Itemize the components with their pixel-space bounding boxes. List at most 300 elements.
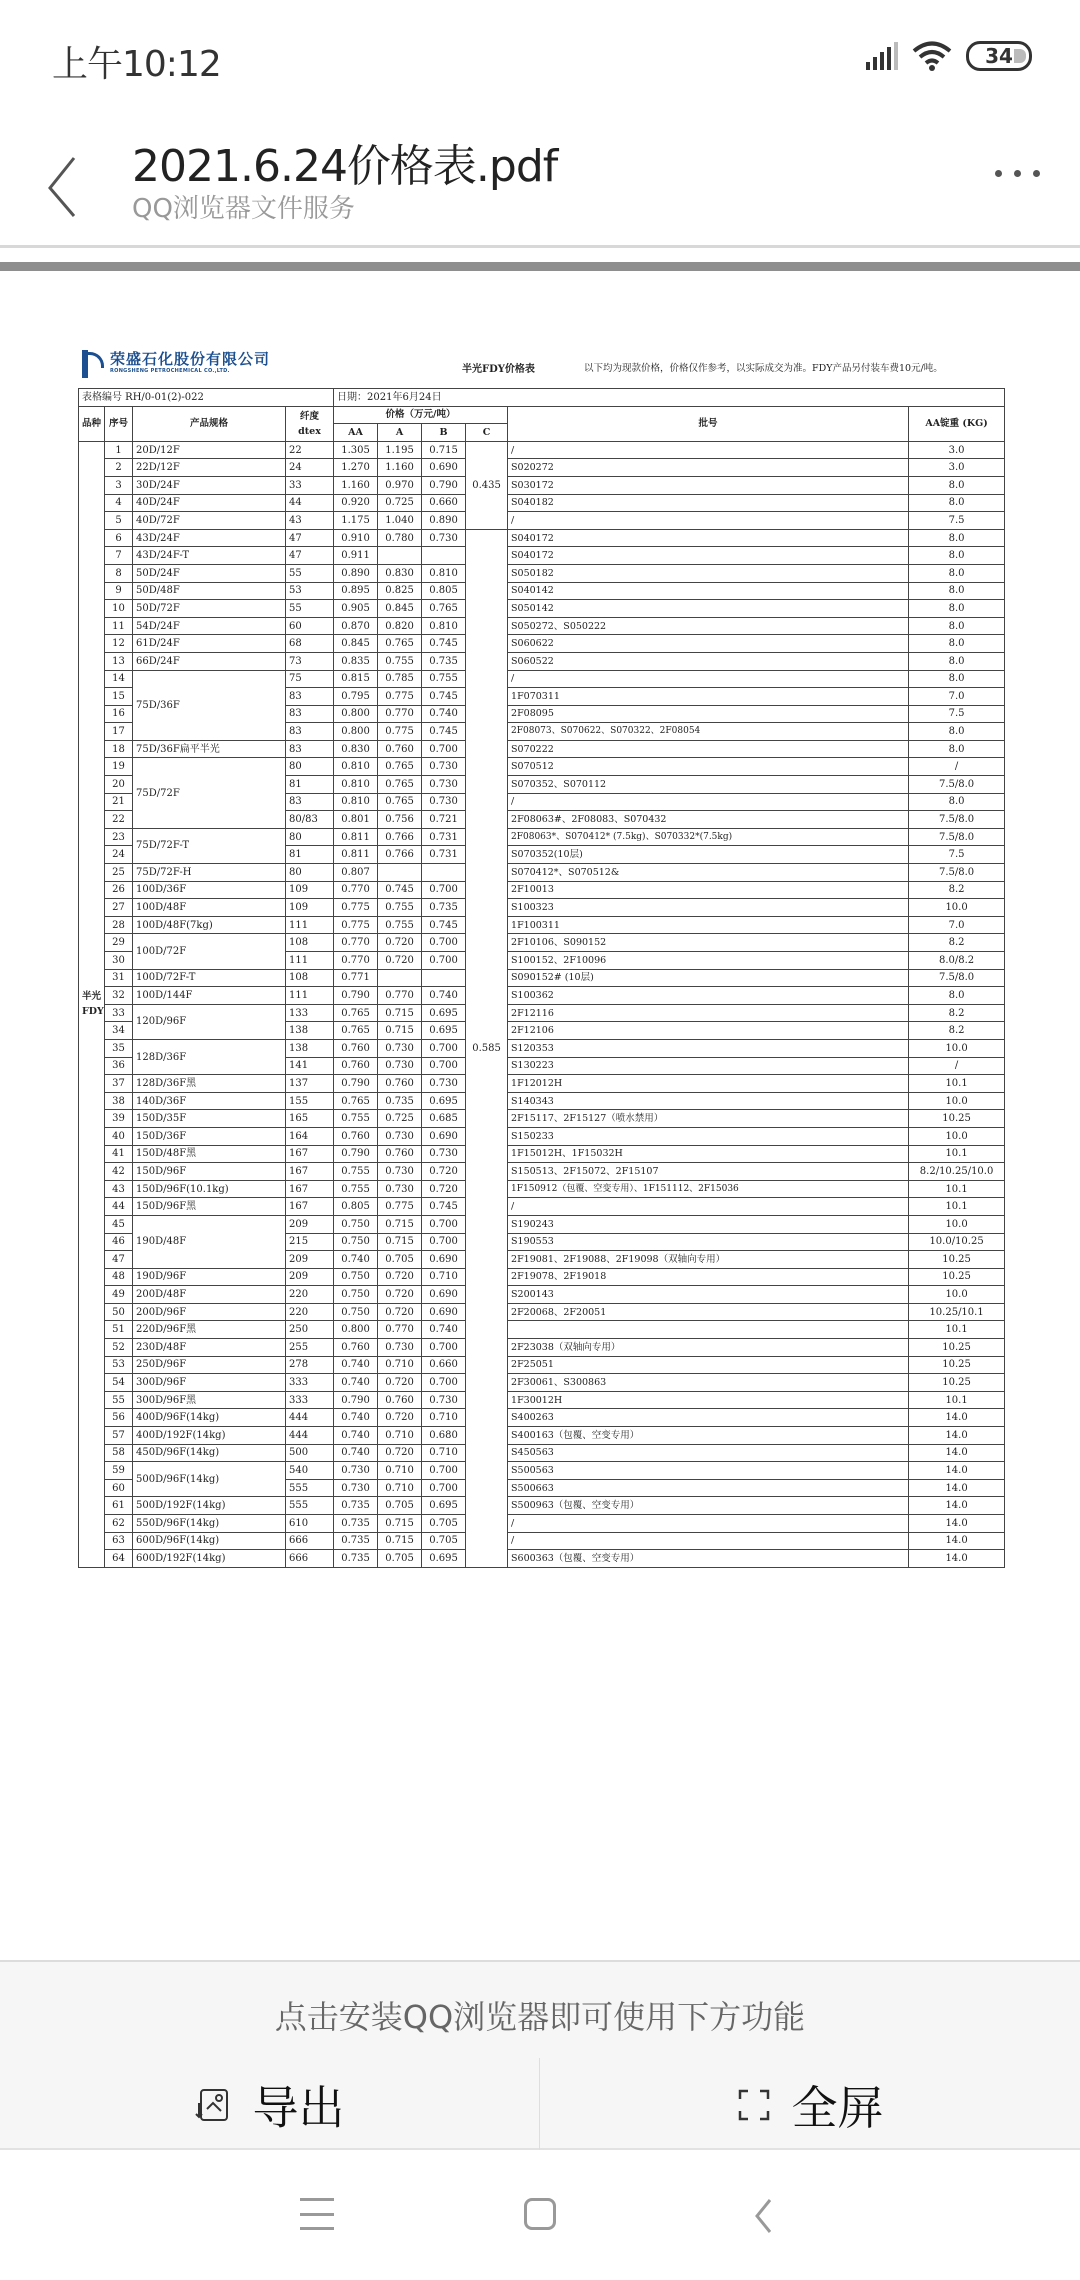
batch-cell: S200143 <box>508 1286 909 1304</box>
aa-weight-cell: 7.5/8.0 <box>909 811 1005 829</box>
header-aa-weight: AA锭重 (KG) <box>909 406 1005 441</box>
price-aa-cell: 1.175 <box>334 512 378 530</box>
spec-cell: 50D/24F <box>133 564 286 582</box>
price-a-cell: 0.780 <box>378 529 422 547</box>
price-aa-cell: 0.735 <box>334 1550 378 1568</box>
price-b-cell <box>422 864 466 882</box>
table-row <box>79 1092 1005 1110</box>
price-aa-cell: 0.771 <box>334 969 378 987</box>
seq-cell: 12 <box>105 635 133 653</box>
aa-weight-cell: 8.0 <box>909 564 1005 582</box>
spec-cell: 400D/96F(14kg) <box>133 1409 286 1427</box>
dtex-cell: 55 <box>286 564 334 582</box>
export-label: 导出 <box>252 2081 345 2135</box>
spec-cell: 50D/48F <box>133 582 286 600</box>
seq-cell: 23 <box>105 828 133 846</box>
dtex-cell: 111 <box>286 987 334 1005</box>
price-aa-cell: 0.811 <box>334 846 378 864</box>
dtex-cell: 209 <box>286 1251 334 1269</box>
price-a-cell: 0.756 <box>378 811 422 829</box>
price-a-cell: 0.735 <box>378 1092 422 1110</box>
price-a-cell: 0.766 <box>378 828 422 846</box>
price-b-cell: 0.695 <box>422 1004 466 1022</box>
batch-cell: S100362 <box>508 987 909 1005</box>
price-aa-cell: 0.765 <box>334 1092 378 1110</box>
price-a-cell: 0.730 <box>378 1163 422 1181</box>
price-b-cell: 0.700 <box>422 952 466 970</box>
price-a-cell: 0.825 <box>378 582 422 600</box>
dtex-cell: 555 <box>286 1479 334 1497</box>
table-row <box>79 441 1005 459</box>
table-row <box>79 1180 1005 1198</box>
aa-weight-cell: 8.0 <box>909 617 1005 635</box>
price-aa-cell: 0.735 <box>334 1497 378 1515</box>
aa-weight-cell: 8.0 <box>909 582 1005 600</box>
price-aa-cell: 1.160 <box>334 476 378 494</box>
header-batch: 批号 <box>508 406 909 441</box>
aa-weight-cell: 14.0 <box>909 1515 1005 1533</box>
aa-weight-cell: 7.5 <box>909 512 1005 530</box>
more-dot-icon <box>995 170 1002 177</box>
aa-weight-cell: 14.0 <box>909 1532 1005 1550</box>
dtex-cell: 83 <box>286 740 334 758</box>
price-aa-cell: 0.790 <box>334 1075 378 1093</box>
aa-weight-cell: 14.0 <box>909 1550 1005 1568</box>
seq-cell: 64 <box>105 1550 133 1568</box>
aa-weight-cell: 10.0 <box>909 1127 1005 1145</box>
spec-cell: 190D/96F <box>133 1268 286 1286</box>
price-b-cell: 0.700 <box>422 740 466 758</box>
dtex-cell: 500 <box>286 1444 334 1462</box>
aa-weight-cell: 14.0 <box>909 1409 1005 1427</box>
header-c: C <box>466 424 508 442</box>
price-a-cell: 0.715 <box>378 1515 422 1533</box>
header-variety: 品种 <box>79 406 105 441</box>
seq-cell: 35 <box>105 1039 133 1057</box>
batch-cell: 2F10013 <box>508 881 909 899</box>
seq-cell: 3 <box>105 476 133 494</box>
price-aa-cell: 0.815 <box>334 670 378 688</box>
more-options-button[interactable] <box>995 170 1040 177</box>
batch-cell: S070352、S070112 <box>508 776 909 794</box>
home-icon[interactable] <box>524 2198 556 2230</box>
spec-cell: 120D/96F <box>133 1004 286 1039</box>
price-a-cell: 0.770 <box>378 705 422 723</box>
aa-weight-cell: 3.0 <box>909 459 1005 477</box>
spec-cell: 61D/24F <box>133 635 286 653</box>
fullscreen-button[interactable] <box>541 2058 1080 2152</box>
header-divider <box>0 245 1080 248</box>
spec-cell: 500D/192F(14kg) <box>133 1497 286 1515</box>
seq-cell: 20 <box>105 776 133 794</box>
export-button[interactable] <box>0 2058 540 2152</box>
batch-cell: S050272、S050222 <box>508 617 909 635</box>
price-b-cell: 0.700 <box>422 1339 466 1357</box>
chevron-left-icon <box>44 152 84 222</box>
price-aa-cell: 1.305 <box>334 441 378 459</box>
price-b-cell: 0.700 <box>422 1462 466 1480</box>
price-a-cell: 0.730 <box>378 1039 422 1057</box>
dtex-cell: 167 <box>286 1145 334 1163</box>
dtex-cell: 555 <box>286 1497 334 1515</box>
price-a-cell: 0.720 <box>378 1409 422 1427</box>
table-row <box>79 459 1005 477</box>
progress-divider <box>0 262 1080 271</box>
price-b-cell: 0.695 <box>422 1022 466 1040</box>
price-b-cell: 0.710 <box>422 1409 466 1427</box>
status-icons <box>866 40 1032 72</box>
menu-icon[interactable] <box>300 2198 334 2230</box>
batch-cell: S150513、2F15072、2F15107 <box>508 1163 909 1181</box>
table-row <box>79 652 1005 670</box>
aa-weight-cell: 8.0 <box>909 987 1005 1005</box>
pdf-page[interactable] <box>78 340 1008 1600</box>
signal-icon <box>866 42 898 70</box>
aa-weight-cell: 10.25 <box>909 1339 1005 1357</box>
batch-cell: 2F08063#、2F08083、S070432 <box>508 811 909 829</box>
seq-cell: 53 <box>105 1356 133 1374</box>
price-a-cell: 0.715 <box>378 1004 422 1022</box>
table-row <box>79 934 1005 952</box>
aa-weight-cell: 10.1 <box>909 1198 1005 1216</box>
price-a-cell: 0.730 <box>378 1339 422 1357</box>
spec-cell: 300D/96F <box>133 1374 286 1392</box>
wifi-icon <box>912 40 952 72</box>
dtex-cell: 55 <box>286 600 334 618</box>
document-subtitle: QQ浏览器文件服务 <box>132 194 355 224</box>
price-a-cell: 0.775 <box>378 723 422 741</box>
seq-cell: 39 <box>105 1110 133 1128</box>
price-b-cell: 0.735 <box>422 899 466 917</box>
price-aa-cell: 0.760 <box>334 1339 378 1357</box>
spec-cell: 50D/72F <box>133 600 286 618</box>
price-aa-cell: 0.750 <box>334 1286 378 1304</box>
price-aa-cell: 0.810 <box>334 776 378 794</box>
header-price: 价格（万元/吨） <box>334 406 508 424</box>
seq-cell: 47 <box>105 1251 133 1269</box>
price-a-cell: 0.765 <box>378 793 422 811</box>
dtex-cell: 444 <box>286 1427 334 1445</box>
app-header <box>0 110 1080 246</box>
aa-weight-cell: 10.0 <box>909 899 1005 917</box>
batch-cell: S030172 <box>508 476 909 494</box>
dtex-cell: 610 <box>286 1515 334 1533</box>
aa-weight-cell: 10.1 <box>909 1321 1005 1339</box>
back-button[interactable] <box>44 152 84 222</box>
price-a-cell: 0.720 <box>378 1444 422 1462</box>
price-aa-cell: 0.740 <box>334 1374 378 1392</box>
table-row <box>79 1462 1005 1480</box>
price-b-cell: 0.715 <box>422 441 466 459</box>
dtex-cell: 81 <box>286 776 334 794</box>
price-b-cell: 0.810 <box>422 617 466 635</box>
price-aa-cell: 0.755 <box>334 1180 378 1198</box>
table-row <box>79 582 1005 600</box>
table-row <box>79 635 1005 653</box>
price-b-cell: 0.745 <box>422 916 466 934</box>
dtex-cell: 83 <box>286 723 334 741</box>
aa-weight-cell: 14.0 <box>909 1444 1005 1462</box>
seq-cell: 29 <box>105 934 133 952</box>
spec-cell: 150D/48F黑 <box>133 1145 286 1163</box>
price-a-cell: 0.725 <box>378 494 422 512</box>
aa-weight-cell: 7.5 <box>909 846 1005 864</box>
spec-cell: 140D/36F <box>133 1092 286 1110</box>
batch-cell: S400163（包覆、空变专用） <box>508 1427 909 1445</box>
spec-cell: 20D/12F <box>133 441 286 459</box>
fullscreen-icon <box>738 2089 770 2121</box>
aa-weight-cell: 8.0 <box>909 600 1005 618</box>
batch-cell: S090152# (10层) <box>508 969 909 987</box>
price-a-cell: 0.705 <box>378 1497 422 1515</box>
dtex-cell: 80 <box>286 828 334 846</box>
price-b-cell: 0.740 <box>422 987 466 1005</box>
table-row <box>79 899 1005 917</box>
price-b-cell: 0.730 <box>422 1391 466 1409</box>
price-a-cell: 0.760 <box>378 1391 422 1409</box>
aa-weight-cell: 10.0/10.25 <box>909 1233 1005 1251</box>
price-aa-cell: 0.765 <box>334 1004 378 1022</box>
document-title: 2021.6.24价格表.pdf <box>132 141 558 192</box>
spec-cell: 550D/96F(14kg) <box>133 1515 286 1533</box>
dtex-cell: 111 <box>286 952 334 970</box>
price-b-cell: 0.740 <box>422 705 466 723</box>
price-b-cell: 0.731 <box>422 828 466 846</box>
price-a-cell: 0.765 <box>378 758 422 776</box>
sheet-date: 日期：2021年6月24日 <box>334 389 1005 407</box>
price-a-cell: 0.715 <box>378 1022 422 1040</box>
price-b-cell: 0.700 <box>422 1374 466 1392</box>
price-aa-cell: 0.811 <box>334 828 378 846</box>
seq-cell: 36 <box>105 1057 133 1075</box>
table-row <box>79 916 1005 934</box>
table-row <box>79 529 1005 547</box>
table-row <box>79 564 1005 582</box>
spec-cell: 500D/96F(14kg) <box>133 1462 286 1497</box>
dtex-cell: 47 <box>286 529 334 547</box>
variety-cell: 半光 FDY <box>79 441 105 1567</box>
price-aa-cell: 0.920 <box>334 494 378 512</box>
aa-weight-cell: / <box>909 1057 1005 1075</box>
aa-weight-cell: 7.5/8.0 <box>909 776 1005 794</box>
spec-cell: 75D/72F <box>133 758 286 828</box>
price-b-cell: 0.730 <box>422 776 466 794</box>
aa-weight-cell: 8.0 <box>909 476 1005 494</box>
battery-icon <box>966 41 1032 71</box>
price-a-cell: 0.720 <box>378 1268 422 1286</box>
aa-weight-cell: 10.25 <box>909 1356 1005 1374</box>
price-aa-cell: 0.890 <box>334 564 378 582</box>
spec-cell: 230D/48F <box>133 1339 286 1357</box>
seq-cell: 7 <box>105 547 133 565</box>
price-a-cell: 0.730 <box>378 1127 422 1145</box>
seq-cell: 40 <box>105 1127 133 1145</box>
price-a-cell: 0.745 <box>378 881 422 899</box>
price-b-cell: 0.690 <box>422 1286 466 1304</box>
spec-cell: 150D/35F <box>133 1110 286 1128</box>
seq-cell: 34 <box>105 1022 133 1040</box>
dtex-cell: 108 <box>286 969 334 987</box>
price-b-cell: 0.710 <box>422 1268 466 1286</box>
batch-cell: 1F150912（包覆、空变专用）、1F151112、2F15036 <box>508 1180 909 1198</box>
seq-cell: 9 <box>105 582 133 600</box>
price-aa-cell: 0.770 <box>334 934 378 952</box>
price-a-cell: 0.715 <box>378 1215 422 1233</box>
spec-cell: 75D/36F扁平半光 <box>133 740 286 758</box>
price-b-cell: 0.690 <box>422 1303 466 1321</box>
seq-cell: 60 <box>105 1479 133 1497</box>
price-b-cell: 0.720 <box>422 1180 466 1198</box>
seq-cell: 63 <box>105 1532 133 1550</box>
table-row <box>79 1303 1005 1321</box>
sheet-note: 以下均为现款价格，价格仅作参考，以实际成交为准。FDY产品另付装车费10元/吨。 <box>584 363 943 374</box>
back-icon[interactable] <box>752 2198 776 2234</box>
seq-cell: 28 <box>105 916 133 934</box>
price-aa-cell: 0.760 <box>334 1057 378 1075</box>
price-a-cell: 0.970 <box>378 476 422 494</box>
seq-cell: 49 <box>105 1286 133 1304</box>
price-b-cell: 0.700 <box>422 934 466 952</box>
dtex-cell: 666 <box>286 1532 334 1550</box>
seq-cell: 33 <box>105 1004 133 1022</box>
price-a-cell: 0.710 <box>378 1462 422 1480</box>
spec-cell: 40D/24F <box>133 494 286 512</box>
batch-cell: S120353 <box>508 1039 909 1057</box>
batch-cell: / <box>508 670 909 688</box>
aa-weight-cell: 14.0 <box>909 1479 1005 1497</box>
spec-cell: 100D/36F <box>133 881 286 899</box>
header-spec: 产品规格 <box>133 406 286 441</box>
price-b-cell: 0.721 <box>422 811 466 829</box>
fullscreen-label: 全屏 <box>791 2081 884 2135</box>
price-aa-cell: 0.790 <box>334 987 378 1005</box>
seq-cell: 59 <box>105 1462 133 1480</box>
price-a-cell: 0.720 <box>378 1303 422 1321</box>
batch-cell: 2F10106、S090152 <box>508 934 909 952</box>
table-row <box>79 1391 1005 1409</box>
spec-cell: 600D/96F(14kg) <box>133 1532 286 1550</box>
price-a-cell: 0.705 <box>378 1550 422 1568</box>
price-aa-cell: 0.740 <box>334 1444 378 1462</box>
install-prompt-text[interactable]: 点击安装QQ浏览器即可使用下方功能 <box>274 1998 806 2036</box>
aa-weight-cell: 8.2 <box>909 1022 1005 1040</box>
spec-cell: 150D/96F(10.1kg) <box>133 1180 286 1198</box>
dtex-cell: 44 <box>286 494 334 512</box>
batch-cell: 2F08073、S070622、S070322、2F08054 <box>508 723 909 741</box>
table-row <box>79 1321 1005 1339</box>
spec-cell: 66D/24F <box>133 652 286 670</box>
aa-weight-cell: 10.25/10.1 <box>909 1303 1005 1321</box>
dtex-cell: 138 <box>286 1022 334 1040</box>
aa-weight-cell: 3.0 <box>909 441 1005 459</box>
price-b-cell <box>422 969 466 987</box>
price-a-cell: 0.760 <box>378 1075 422 1093</box>
price-b-cell: 0.700 <box>422 1057 466 1075</box>
price-b-cell: 0.735 <box>422 652 466 670</box>
price-a-cell <box>378 547 422 565</box>
header-aa: AA <box>334 424 378 442</box>
aa-weight-cell: 8.0 <box>909 529 1005 547</box>
price-b-cell: 0.695 <box>422 1550 466 1568</box>
batch-cell: 2F19078、2F19018 <box>508 1268 909 1286</box>
price-a-cell: 0.730 <box>378 1057 422 1075</box>
batch-cell: S040142 <box>508 582 909 600</box>
batch-cell: S020272 <box>508 459 909 477</box>
table-row <box>79 547 1005 565</box>
price-aa-cell: 0.790 <box>334 1145 378 1163</box>
price-aa-cell: 0.800 <box>334 1321 378 1339</box>
seq-cell: 52 <box>105 1339 133 1357</box>
table-row <box>79 1550 1005 1568</box>
spec-cell: 190D/48F <box>133 1215 286 1268</box>
dtex-cell: 250 <box>286 1321 334 1339</box>
price-b-cell: 0.745 <box>422 723 466 741</box>
dtex-cell: 53 <box>286 582 334 600</box>
dtex-cell: 164 <box>286 1127 334 1145</box>
batch-cell: S040182 <box>508 494 909 512</box>
spec-cell: 200D/96F <box>133 1303 286 1321</box>
price-b-cell: 0.745 <box>422 635 466 653</box>
price-aa-cell: 0.775 <box>334 899 378 917</box>
spec-cell: 400D/192F(14kg) <box>133 1427 286 1445</box>
battery-level: 34 <box>985 44 1013 68</box>
price-a-cell: 0.760 <box>378 1145 422 1163</box>
table-row <box>79 1163 1005 1181</box>
price-aa-cell: 0.735 <box>334 1532 378 1550</box>
table-row <box>79 1356 1005 1374</box>
dtex-cell: 540 <box>286 1462 334 1480</box>
dtex-cell: 215 <box>286 1233 334 1251</box>
seq-cell: 54 <box>105 1374 133 1392</box>
batch-cell: S500963（包覆、空变专用） <box>508 1497 909 1515</box>
batch-cell: S070512 <box>508 758 909 776</box>
price-aa-cell: 0.911 <box>334 547 378 565</box>
seq-cell: 31 <box>105 969 133 987</box>
aa-weight-cell: 10.0 <box>909 1092 1005 1110</box>
dtex-cell: 209 <box>286 1268 334 1286</box>
batch-cell: 2F30061、S300863 <box>508 1374 909 1392</box>
price-b-cell: 0.705 <box>422 1515 466 1533</box>
price-aa-cell: 0.760 <box>334 1127 378 1145</box>
logo-mark-icon <box>82 350 104 378</box>
dtex-cell: 141 <box>286 1057 334 1075</box>
aa-weight-cell: 7.5 <box>909 705 1005 723</box>
spec-cell: 100D/72F <box>133 934 286 969</box>
spec-cell: 40D/72F <box>133 512 286 530</box>
price-a-cell: 1.160 <box>378 459 422 477</box>
table-row <box>79 1497 1005 1515</box>
aa-weight-cell: 7.5/8.0 <box>909 864 1005 882</box>
price-b-cell: 0.680 <box>422 1427 466 1445</box>
table-row <box>79 670 1005 688</box>
dtex-cell: 22 <box>286 441 334 459</box>
aa-weight-cell: 7.0 <box>909 916 1005 934</box>
aa-weight-cell: 8.0/8.2 <box>909 952 1005 970</box>
spec-cell: 75D/36F <box>133 670 286 740</box>
spec-cell: 75D/72F-H <box>133 864 286 882</box>
seq-cell: 50 <box>105 1303 133 1321</box>
table-row <box>79 1444 1005 1462</box>
table-row <box>79 1339 1005 1357</box>
batch-cell: 1F070311 <box>508 688 909 706</box>
price-b-cell: 0.710 <box>422 1444 466 1462</box>
system-nav-bar <box>0 2150 1080 2280</box>
batch-cell: 2F15117、2F15127（喷水禁用） <box>508 1110 909 1128</box>
batch-cell <box>508 1321 909 1339</box>
dtex-cell: 24 <box>286 459 334 477</box>
price-a-cell: 0.715 <box>378 1233 422 1251</box>
table-row <box>79 494 1005 512</box>
